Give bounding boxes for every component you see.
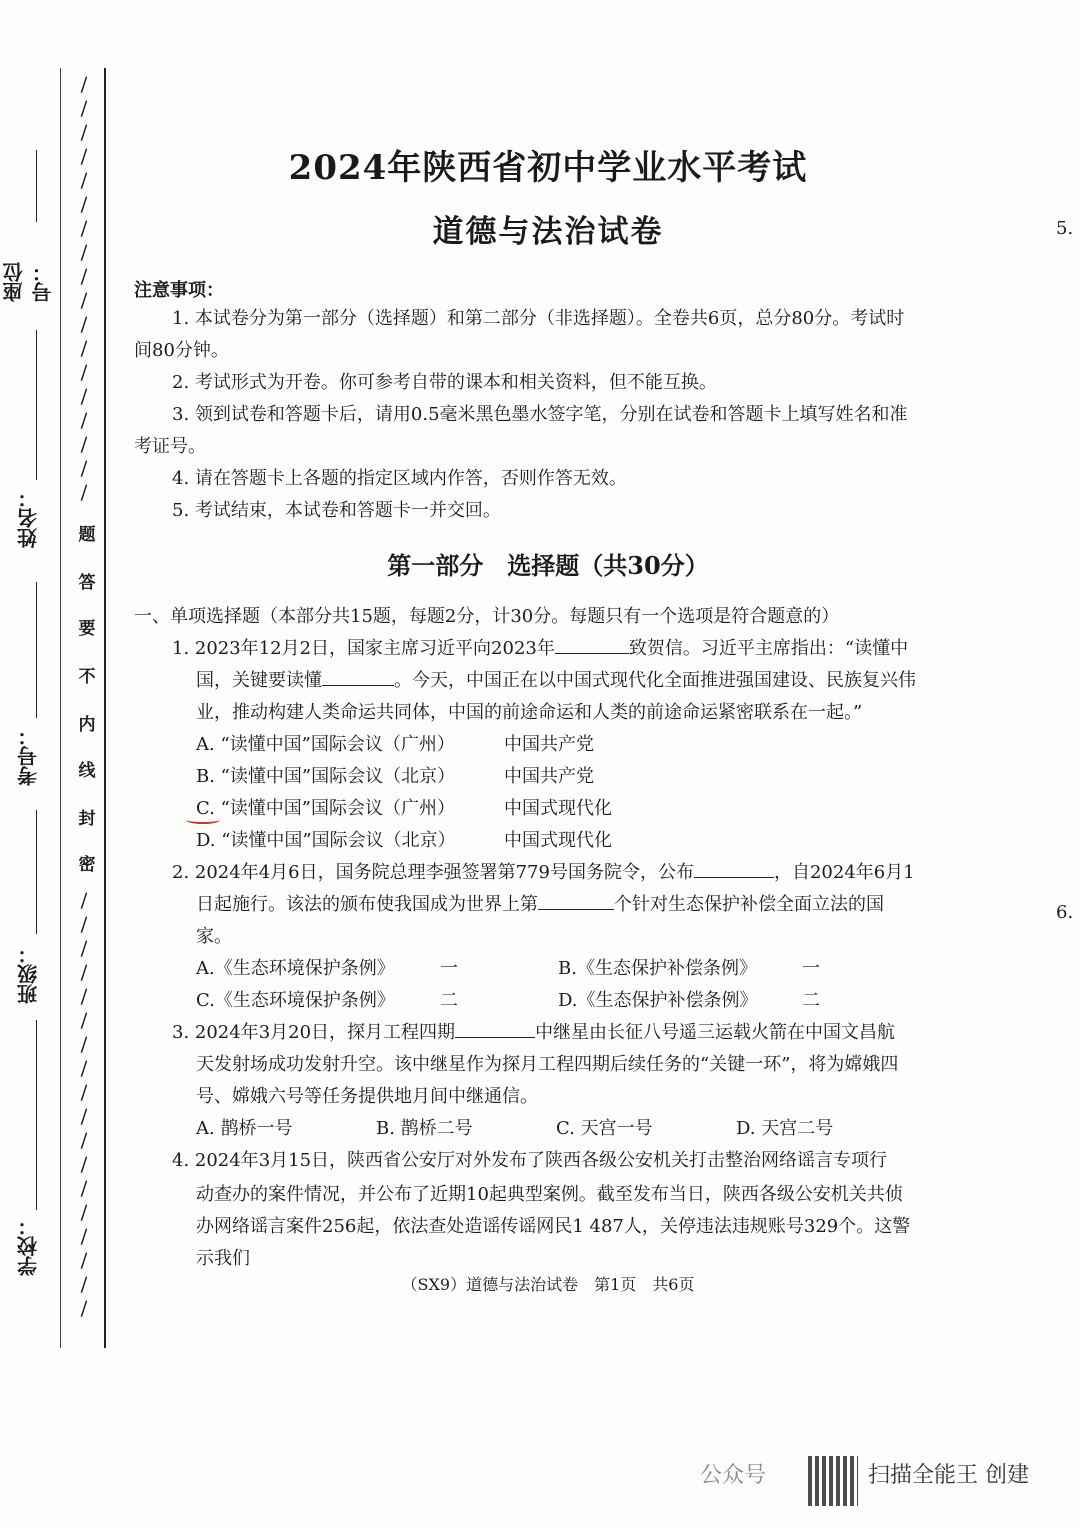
seal-char: 题 [78,525,96,545]
question-4-line1: 4. 2024年3月15日，陕西省公安厅对外发布了陕西各级公安机关打击整治网络谣言专项行 [172,1150,888,1171]
q1-option-b-b: 中国共产党 [504,766,594,787]
binding-line [104,68,106,1348]
note-line: 4. 请在答题卡上各题的指定区域内作答，否则作答无效。 [172,468,627,489]
note-line: 2. 考试形式为开卷。你可参考自带的课本和相关资料，但不能互换。 [172,372,717,393]
q3-option-d[interactable]: D. 天宫二号 [736,1118,834,1139]
q3-option-b[interactable]: B. 鹊桥二号 [376,1118,473,1139]
class-line[interactable] [36,810,37,934]
exam-subtitle: 道德与法治试卷 [432,214,664,250]
binding-line-inner [60,68,61,1348]
seat-number-label: 座位号： [2,262,55,302]
question-4-line2: 动查办的案件情况，并公布了近期10起典型案例。截至发布当日，陕西各级公安机关共侦 [196,1184,903,1205]
exam-number-label: 考号： [16,726,41,786]
page-footer: （SX9）道德与法治试卷 第1页 共6页 [401,1275,695,1294]
q1-option-d[interactable]: D. “读懂中国”国际会议（北京） [196,830,456,851]
seal-char: 答 [78,573,96,593]
seal-char: 线 [78,761,96,781]
note-line: 5. 考试结束，本试卷和答题卡一并交回。 [172,500,501,521]
question-4-line3: 办网络谣言案件256起，依法查处造谣传谣网民1 487人，关停违法违规账号329个。这警 [196,1216,911,1237]
q1-option-c-b: 中国式现代化 [504,798,612,819]
seal-char: 不 [78,667,96,687]
q2-option-a-b: 一 [440,958,458,979]
exam-title: 2024年陕西省初中学业水平考试 [288,148,808,188]
question-3-line1: 3. 2024年3月20日，探月工程四期 中继星由长征八号遥三运载火箭在中国文昌航 [172,1018,895,1048]
seal-char: 封 [78,809,96,829]
q2-option-c-b: 二 [440,990,458,1011]
q1-option-b[interactable]: B. “读懂中国”国际会议（北京） [196,766,456,787]
question-3-line3: 号、嫦娥六号等任务提供地月间中继通信。 [196,1086,538,1107]
question-3-line2: 天发射场成功发射升空。该中继星作为探月工程四期后续任务的“关键一环”，将为嫦娥四 [196,1054,899,1075]
scanner-watermark: 扫描全能王 创建 [868,1463,1029,1488]
q2-option-b[interactable]: B.《生态保护补偿条例》 [558,958,757,979]
question-4-line4: 示我们 [196,1248,250,1269]
note-line: 1. 本试卷分为第一部分（选择题）和第二部分（非选择题）。全卷共6页，总分80分。考试时 [172,308,905,329]
seal-char: 内 [78,715,96,735]
note-line: 3. 领到试卷和答题卡后，请用0.5毫米黑色墨水签字笔，分别在试卷和答题卡上填写姓名和准 [172,404,908,425]
binding-slashes-bottom: / / / / / / / / / / / / / / / / / / [80,888,88,1320]
question-1-line2: 国，关键要读懂 。今天，中国正在以中国式现代化全面推进强国建设、民族复兴伟 [196,666,916,696]
question-2-line1: 2. 2024年4月6日，国务院总理李强签署第779号国务院令，公布 ，自2024年6月1 [172,858,915,888]
question-2-line3: 家。 [196,926,232,947]
name-label: 姓名： [16,488,41,548]
q2-option-a[interactable]: A.《生态环境保护条例》 [196,958,395,979]
exam-number-line[interactable] [36,582,37,718]
q2-option-d-b: 二 [802,990,820,1011]
handwritten-mark [186,816,220,824]
note-line: 考证号。 [134,436,206,457]
q2-option-d[interactable]: D.《生态保护补偿条例》 [558,990,758,1011]
q2-option-b-b: 一 [802,958,820,979]
q3-option-a[interactable]: A. 鹊桥一号 [196,1118,293,1139]
seal-char: 要 [78,619,96,639]
qr-code-icon[interactable] [808,1456,858,1506]
part-one-heading: 第一部分 选择题（共30分） [387,551,709,580]
school-line[interactable] [36,1020,37,1210]
q2-option-c[interactable]: C.《生态环境保护条例》 [196,990,395,1011]
question-1-line3: 业，推动构建人类命运共同体，中国的前途命运和人类的前途命运紧密联系在一起。” [196,702,863,723]
school-label: 学校： [16,1216,41,1276]
section-heading: 一、单项选择题（本部分共15题，每题2分，计30分。每题只有一个选项是符合题意的） [134,606,840,627]
q1-option-a-b: 中国共产党 [504,734,594,755]
seal-char: 密 [78,855,96,875]
q1-option-d-b: 中国式现代化 [504,830,612,851]
wechat-watermark: 公众号 [700,1463,767,1488]
name-line[interactable] [36,330,37,480]
class-label: 班级： [16,944,41,1004]
q3-option-c[interactable]: C. 天宫一号 [556,1118,653,1139]
note-line: 间80分钟。 [134,340,229,361]
question-2-line2: 日起施行。该法的颁布使我国成为世界上第 个针对生态保护补偿全面立法的国 [196,890,884,920]
next-page-mark: 5. [1056,218,1074,239]
notes-heading: 注意事项： [134,280,224,301]
binding-slashes-top: / / / / / / / / / / / / / / / / / / [80,72,88,504]
question-1-line1: 1. 2023年12月2日，国家主席习近平向2023年 致贺信。习近平主席指出：“读懂中 [172,634,908,664]
next-page-mark: 6. [1056,902,1074,923]
q1-option-c[interactable]: C. “读懂中国”国际会议（广州） [196,798,455,819]
q1-option-a[interactable]: A. “读懂中国”国际会议（广州） [196,734,455,755]
